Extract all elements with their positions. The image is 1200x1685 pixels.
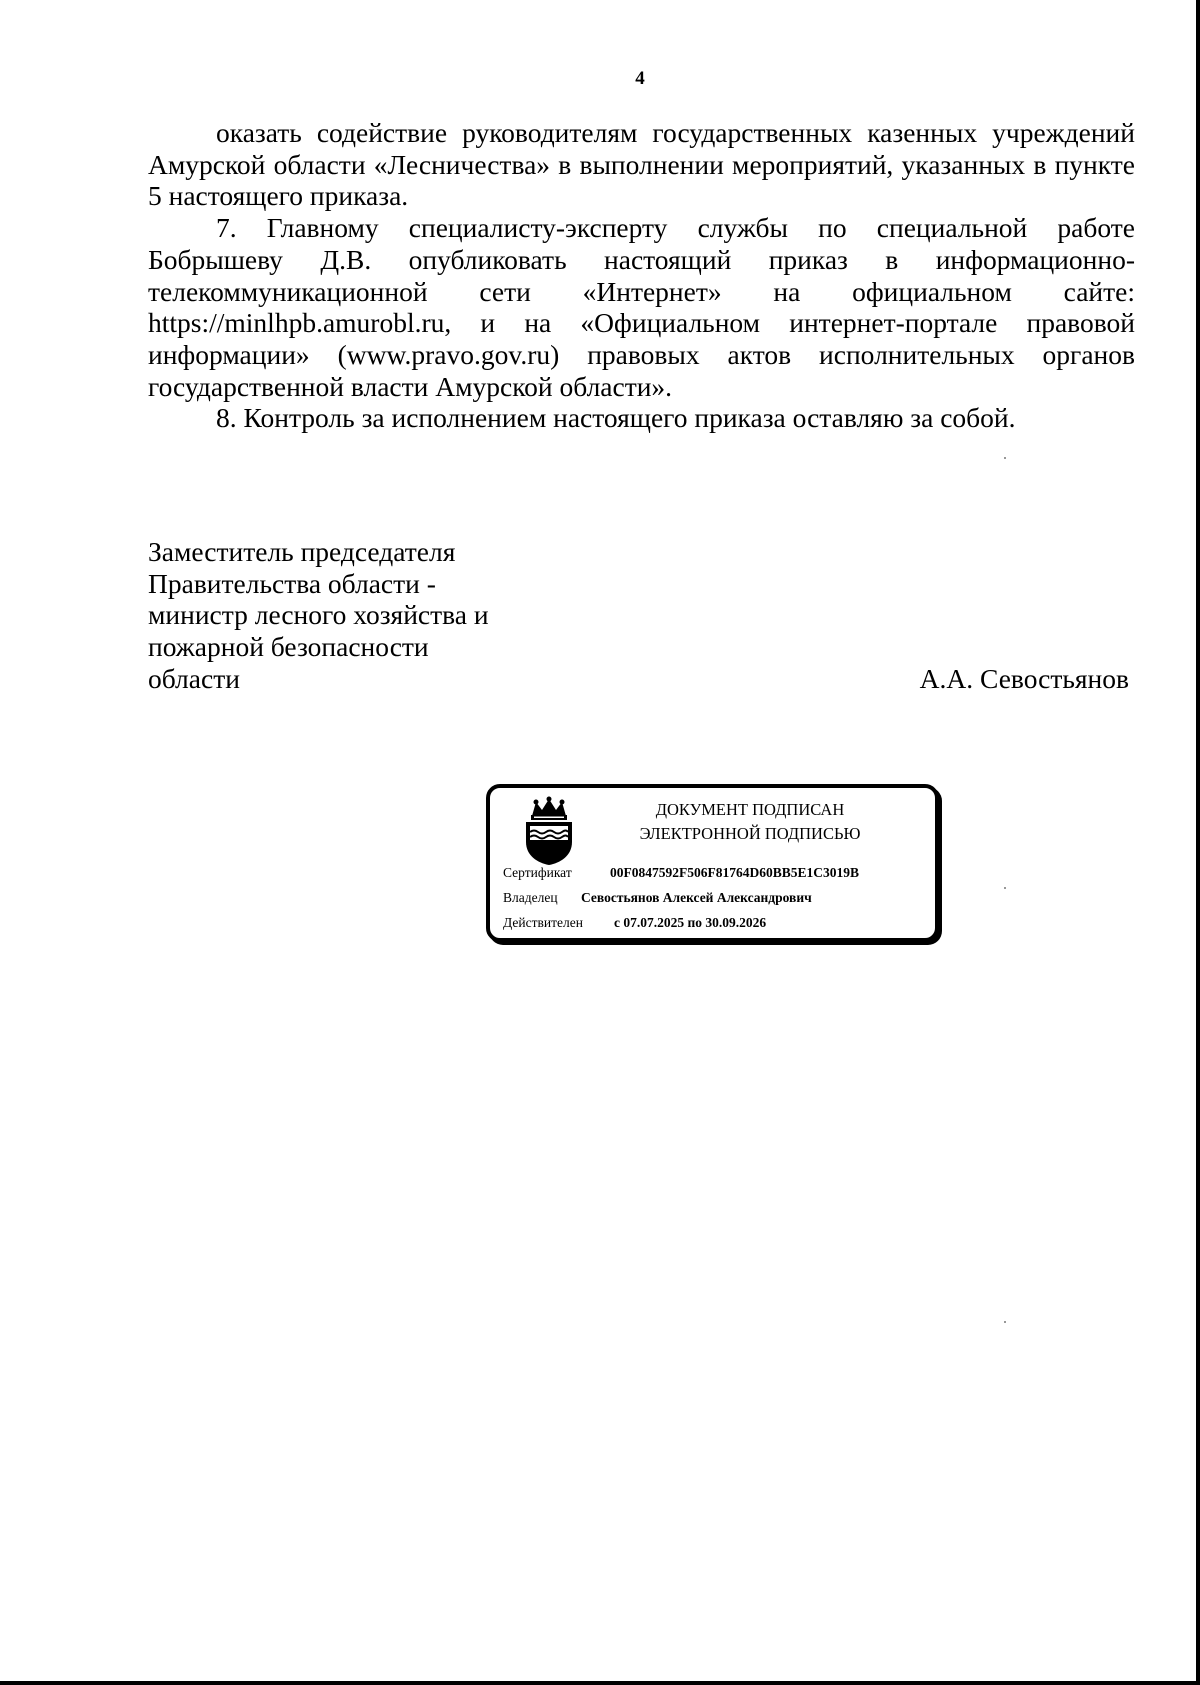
owner-value: Севостьянов Алексей Александрович: [581, 890, 812, 905]
page-edge-right: [1196, 0, 1200, 1685]
signatory-position-line: пожарной безопасности: [148, 631, 429, 663]
paragraph-continuation: оказать содействие руководителям государственных казенных учреждений Амурской области «Лесничества» в выполнении мероприятий, указанных в пункте 5 настоящего приказа.: [148, 117, 1135, 212]
document-body: [148, 117, 1135, 434]
page-edge-bottom: [0, 1681, 1200, 1685]
paragraph-item-7: 7. Главному специалисту-эксперту службы по специальной работе Бобрышеву Д.В. опубликовать настоящий приказ в информационно-телекоммуникационной сети «Интернет» на официальном сайте: https://minlhpb.amurobl.ru, и на «Официальном интернет-портале правовой информации» (www.pravo.gov.ru) правовых актов исполнительных органов государственной власти Амурской области».: [148, 212, 1135, 402]
stamp-certificate-row: [503, 865, 860, 881]
paragraph-item-8: 8. Контроль за исполнением настоящего приказа оставляю за собой.: [216, 402, 1016, 434]
amur-oblast-coat-of-arms-icon: [520, 796, 578, 866]
electronic-signature-stamp: [486, 784, 939, 942]
scan-speck: [1004, 457, 1006, 459]
certificate-label: Сертификат: [503, 865, 572, 880]
signatory-position-line: области: [148, 662, 240, 694]
stamp-title-line: ЭЛЕКТРОННОЙ ПОДПИСЬЮ: [639, 824, 861, 843]
certificate-value: 00F0847592F506F81764D60BB5E1C3019B: [610, 865, 860, 880]
signatory-position-line: министр лесного хозяйства и: [148, 599, 489, 631]
stamp-validity-row: [503, 915, 767, 931]
stamp-title: [600, 798, 900, 846]
validity-label: Действителен: [503, 915, 583, 930]
scan-speck: [1004, 1321, 1006, 1323]
signatory-position-line: Правительства области -: [148, 567, 436, 599]
signatory-position-line: Заместитель председателя: [148, 536, 456, 567]
scan-speck: [1004, 887, 1006, 889]
stamp-owner-row: [503, 890, 812, 906]
stamp-title-line: ДОКУМЕНТ ПОДПИСАН: [655, 800, 845, 819]
page-number: 4: [635, 68, 645, 89]
signatory-position: [148, 536, 608, 695]
validity-value: с 07.07.2025 по 30.09.2026: [614, 915, 767, 930]
signer-name: А.А. Севостьянов: [919, 663, 1129, 694]
owner-label: Владелец: [503, 890, 558, 905]
